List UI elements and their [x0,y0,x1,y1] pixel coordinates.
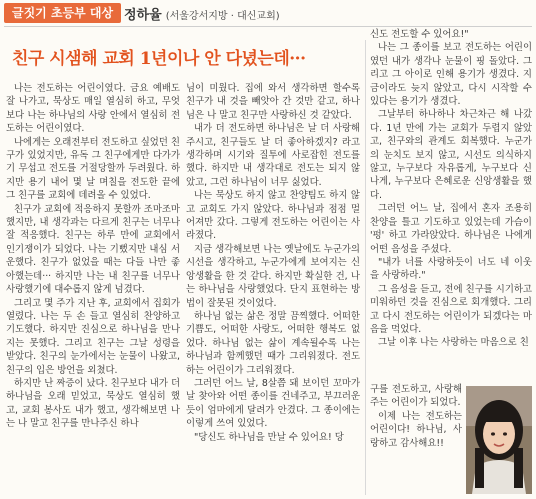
header-divider [4,26,532,27]
author-name: 정하율 [124,8,162,23]
paragraph: 나는 그 종이를 보고 전도하는 어린이였던 내가 생각나 눈물이 핑 돌았다. 그리고 그 아이로 인해 용기가 생겼다. 지금이라도 늦지 않았고, 다시 시작할 수 있다는 용기가 생겼다. [370,42,532,108]
paragraph: "내가 너를 사랑하듯이 너도 네 이웃을 사랑하라." [370,256,532,282]
author-affiliation: (서울강서지방 · 대신교회) [165,11,280,22]
paragraph: 나에게는 오래전부터 전도하고 싶었던 친구가 있었지만, 유독 그 친구에게만 다가가기 무섭고 전도를 거절당할까 두려웠다. 하지만 용기 내어 몇 날 며칠을 전도한 끝에 그 친구를 교회에 데려올 수 있었다. [6,136,180,202]
paragraph: 그리고 몇 주가 지난 후, 교회에서 집회가 열렸다. 나는 두 손 들고 열심히 찬양하고 기도했다. 하지만 진심으로 하나님을 만나지는 못했다. 그리고 친구는 그날 성령을 받았다. 친구의 눈가에서는 눈물이 나왔고, 친구의 입은 방언을 외쳤다. [6,297,180,376]
body-column-2 [186,82,360,496]
paragraph: 지금 생각해보면 나는 옛날에도 누군가의 시선을 생각하고, 누군가에게 보여지는 신앙생활을 한 것 같다. 하지만 확실한 건, 나는 하나님을 사랑했었다. 단지 표현하는 방법이 잘못된 것이었다. [186,243,360,309]
paragraph: 구를 전도하고, 사랑해주는 어린이가 되었다. [370,384,462,409]
paragraph: 나는 묵상도 하지 않고 찬양팀도 하지 않고 교회도 가지 않았다. 하나님과 점점 멀어져만 갔다. 그렇게 전도하는 어린이는 사라졌다. [186,190,360,242]
paragraph: 신도 전도할 수 있어요!" [370,29,469,40]
article-title: 친구 시샘해 교회 1년이나 안 다녔는데··· [12,49,306,69]
column-divider [365,40,366,495]
paragraph: 님이 미웠다. 집에 와서 생각하면 할수록 친구가 내 것을 빼앗아 간 것만 같고, 하나님은 나 말고 친구만 사랑하신 것 같았다. [186,83,360,121]
paragraph: 그러던 어느 날, 집에서 혼자 조용히 찬양을 틀고 기도하고 있었는데 가슴이 '펑' 하고 가라앉았다. 하나님은 나에게 어떤 음성을 주셨다. [370,203,532,255]
author-line [124,4,280,23]
paragraph: 친구가 교회에 적응하지 못할까 조마조마했지만, 내 생각과는 다르게 친구는 너무나 잘 적응했다. 친구는 하루 만에 교회에서 인기쟁이가 되었다. 나는 기뻤지만 내심 서운했다. 친구가 없었을 때는 다들 나만 좋아했는데··· 하지만 나는 내 친구를 너무나 사랑했기에 대수롭지 않게 넘겼다. [6,203,180,296]
paragraph: "당신도 하나님을 만날 수 있어요! 당 [194,431,344,443]
paragraph: 하지만 난 짜증이 났다. 친구보다 내가 더 하나님을 오래 믿었고, 묵상도 열심히 했고, 교회 봉사도 내가 했고, 생각해보면 나는 나 말고 친구를 만나주신 하나 [6,377,180,430]
paragraph: 나는 전도하는 어린이였다. 금요 예배도 잘 나가고, 묵상도 매일 열심히 하고, 무엇보다 나는 하나님의 사랑 안에서 열심히 전도하는 어린이였다. [6,83,180,135]
author-portrait-image [466,386,532,494]
body-column-3-continued [370,383,462,495]
paragraph: 그 음성을 듣고, 전에 친구를 시기하고 미워하던 것을 진심으로 회개했다. 그리고 다시 전도하는 어린이가 되겠다는 마음을 먹었다. [370,283,532,335]
paragraph: 그러던 어느 날, 8살쯤 돼 보이던 꼬마가 날 찾아와 어떤 종이를 건네주고, 부끄러운 듯이 엄마에게 달려가 안겼다. 그 종이에는 이렇게 쓰여 있었다. [186,377,360,430]
paragraph: 내가 더 전도하면 하나님은 날 더 사랑해주시고, 친구들도 날 더 좋아하겠지? 라고 생각하며 시기와 질투에 사로잡힌 전도를 했다. 하지만 내 생각대로 전도는 되지 않았고, 그런 하나님이 너무 싫었다. [186,123,360,188]
paragraph: 이제 나는 전도하는 어린이다! 하나님, 사랑하고 감사해요!! [370,410,462,449]
paragraph: 그날 이후 나는 사랑하는 마음으로 친 [378,337,529,349]
body-column-3 [370,28,532,383]
body-column-1 [6,82,180,496]
paragraph: 그날부터 하나하나 차근차근 해 나갔다. 1년 만에 가는 교회가 두렵지 않았고, 친구와의 관계도 회복했다. 누군가의 눈치도 보지 않고, 시선도 의식하지 않고, 누구보다 자유롭게, 누구보다 신나게, 누구보다 은혜로운 신앙생활을 했다. [370,109,532,201]
author-photo [466,386,532,494]
award-badge: 글짓기 초등부 대상 [4,3,121,23]
paragraph: 하나님 없는 삶은 정말 끔찍했다. 어떠한 기쁨도, 어떠한 사랑도, 어떠한 행복도 없었다. 하나님 없는 삶이 계속될수록 나는 하나님과 함께했던 때가 그리워졌다. 전도하는 어린이가 그리워졌다. [186,310,360,376]
article-header [0,0,536,26]
